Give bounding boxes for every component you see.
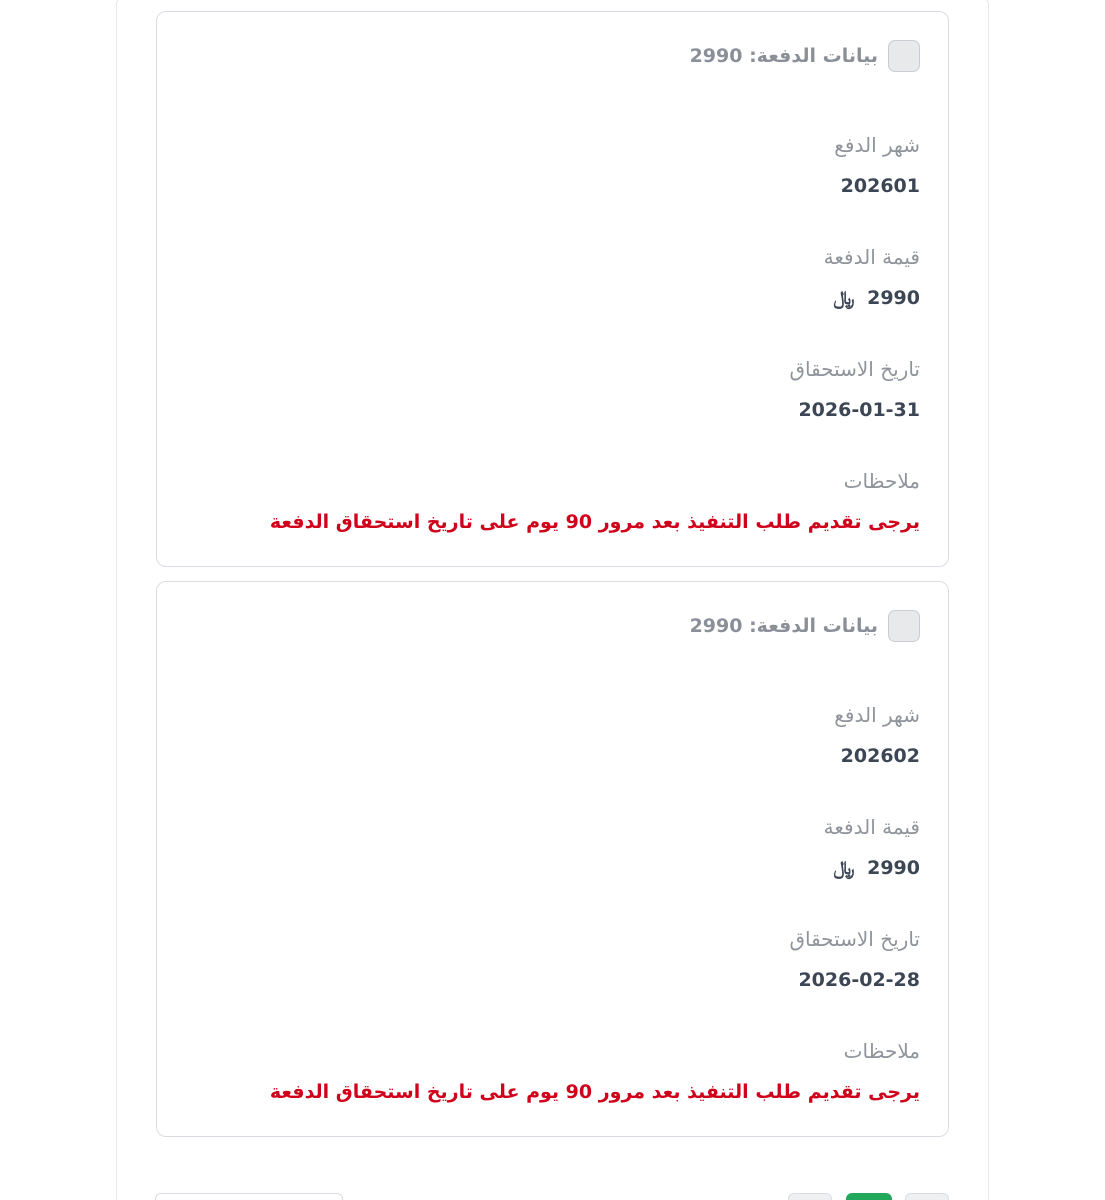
payment-header-title: بيانات الدفعة: 2990 xyxy=(689,45,878,67)
payment-due-value: 2026-02-28 xyxy=(798,969,920,991)
payment-due-label: تاريخ الاستحقاق xyxy=(789,357,920,381)
payment-amount-field xyxy=(824,815,920,879)
payment-amount-field xyxy=(824,245,920,309)
payment-month-value: 202602 xyxy=(840,745,920,767)
payment-month-label: شهر الدفع xyxy=(834,133,920,157)
payment-month-label: شهر الدفع xyxy=(834,703,920,727)
payment-notes-value: يرجى تقديم طلب التنفيذ بعد مرور 90 يوم على تاريخ استحقاق الدفعة xyxy=(269,1081,920,1103)
payment-amount-value: 2990 xyxy=(867,287,920,309)
payment-due-label: تاريخ الاستحقاق xyxy=(789,927,920,951)
payment-amount-row xyxy=(824,857,920,879)
payment-card-header xyxy=(690,40,920,72)
payment-due-value: 2026-01-31 xyxy=(798,399,920,421)
payment-amount-value: 2990 xyxy=(867,857,920,879)
payment-month-field xyxy=(834,133,920,197)
payment-due-field xyxy=(789,357,920,421)
payment-notes-field xyxy=(270,469,920,533)
payment-notes-label: ملاحظات xyxy=(843,1039,920,1063)
payment-select-checkbox[interactable] xyxy=(888,40,920,72)
payment-notes-label: ملاحظات xyxy=(843,469,920,493)
payment-month-value: 202601 xyxy=(840,175,920,197)
payment-month-field xyxy=(834,703,920,767)
payment-amount-label: قيمة الدفعة xyxy=(823,815,920,839)
payment-card xyxy=(156,581,949,1137)
payment-card xyxy=(156,11,949,567)
riyal-currency-icon: ﷼ xyxy=(833,857,855,879)
payment-amount-label: قيمة الدفعة xyxy=(823,245,920,269)
payment-due-field xyxy=(789,927,920,991)
payment-header-title: بيانات الدفعة: 2990 xyxy=(689,615,878,637)
pagination-button-active[interactable] xyxy=(846,1193,892,1200)
pagination-button[interactable] xyxy=(788,1193,832,1200)
secondary-action-button[interactable] xyxy=(155,1193,343,1200)
payment-select-checkbox[interactable] xyxy=(888,610,920,642)
payment-notes-field xyxy=(270,1039,920,1103)
riyal-currency-icon: ﷼ xyxy=(833,287,855,309)
pagination-button[interactable] xyxy=(905,1193,949,1200)
payment-notes-value: يرجى تقديم طلب التنفيذ بعد مرور 90 يوم على تاريخ استحقاق الدفعة xyxy=(269,511,920,533)
payment-amount-row xyxy=(824,287,920,309)
payment-card-header xyxy=(690,610,920,642)
